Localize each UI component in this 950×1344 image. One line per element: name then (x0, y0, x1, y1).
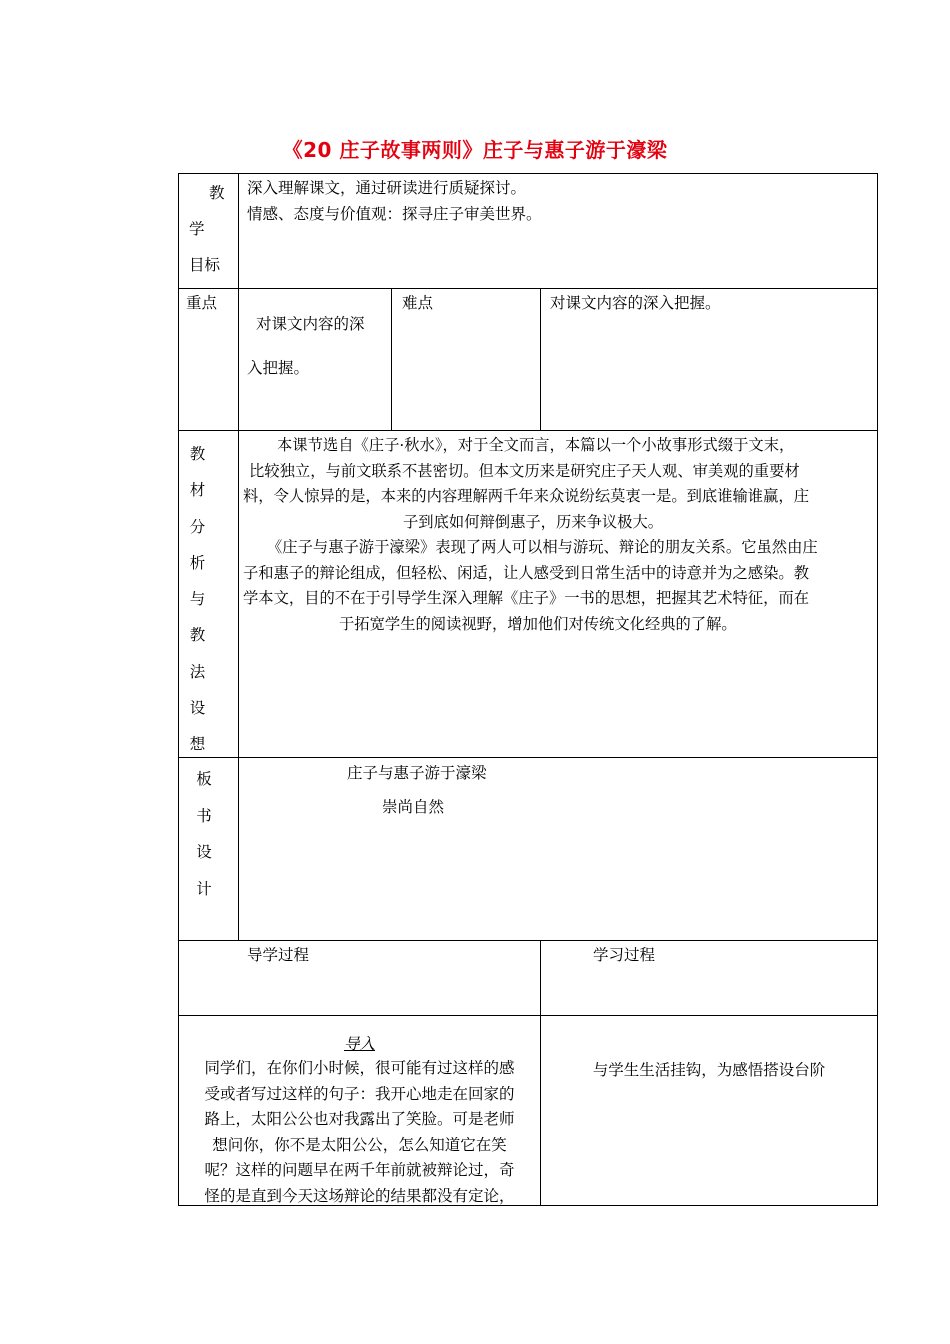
board-label-char: 书 (196, 806, 212, 825)
intro-heading-text: 导入 (343, 1035, 375, 1053)
analysis-line: 于拓宽学生的阅读视野，增加他们对传统文化经典的了解。 (339, 614, 737, 633)
intro-line: 同学们，在你们小时候，很可能有过这样的感 (204, 1059, 515, 1077)
key-point-content (247, 302, 387, 390)
analysis-line: 学本文，目的不在于引导学生深入理解《庄子》一书的思想，把握其艺术特征，而在 (243, 589, 809, 607)
analysis-line: 比较独立，与前文联系不甚密切。但本文历来是研究庄子天人观、审美观的重要材 (249, 461, 800, 480)
key-point-line: 入把握。 (247, 359, 310, 377)
analysis-line: 子和惠子的辩论组成，但轻松、闲适，让人感受到日常生活中的诗意并为之感染。教 (243, 563, 809, 582)
analysis-label-char: 法 (189, 662, 206, 681)
objective-line: 深入理解课文，通过研读进行质疑探讨。 (247, 179, 527, 197)
analysis-label (179, 436, 216, 763)
intro-line: 想问你，你不是太阳公公，怎么知道它在笑 (212, 1135, 507, 1154)
analysis-label-char: 材 (189, 481, 206, 500)
analysis-label-char: 教 (189, 626, 206, 645)
analysis-label-char: 析 (189, 553, 206, 572)
analysis-label-char: 设 (189, 699, 206, 718)
objectives-content (247, 175, 872, 227)
intro-line: 受或者写过这样的句子：我开心地走在回家的 (204, 1084, 515, 1103)
analysis-label-char: 想 (189, 735, 206, 754)
page-title: 《20 庄子故事两则》庄子与惠子游于濠梁 (282, 138, 668, 162)
key-point-line: 对课文内容的深 (256, 315, 365, 333)
intro-content (182, 1056, 537, 1209)
board-label-char: 计 (196, 879, 212, 898)
table-border-top (178, 173, 878, 174)
row-divider (178, 1015, 878, 1016)
row-divider (178, 430, 878, 431)
analysis-label-char: 分 (189, 517, 206, 536)
intro-heading (179, 1032, 540, 1056)
learning-process-header: 学习过程 (593, 946, 656, 964)
analysis-line: 《庄子与惠子游于濠梁》表现了两人可以相与游玩、辩论的朋友关系。它虽然由庄 (267, 538, 818, 556)
objectives-label (179, 175, 238, 283)
intro-line: 路上，太阳公公也对我露出了笑脸。可是老师 (204, 1110, 515, 1128)
analysis-content (243, 433, 873, 637)
row-divider (178, 288, 878, 289)
analysis-line: 子到底如何辩倒惠子，历来争议极大。 (403, 512, 664, 531)
analysis-label-char: 与 (189, 590, 206, 609)
row-divider (178, 757, 878, 758)
board-subtitle: 崇尚自然 (382, 798, 445, 816)
guide-process-header: 导学过程 (247, 946, 310, 964)
table-border-right (877, 173, 878, 1206)
intro-learning-note: 与学生生活挂钩，为感悟搭设台阶 (592, 1061, 826, 1079)
analysis-line: 料，令人惊异的是，本来的内容理解两千年来众说纷纭莫衷一是。到底谁输谁赢，庄 (243, 487, 809, 505)
intro-line: 怪的是直到今天这场辩论的结果都没有定论， (204, 1186, 515, 1205)
row-divider (178, 940, 878, 941)
analysis-line: 本课节选自《庄子·秋水》，对于全文而言，本篇以一个小故事形式缀于文末， (277, 436, 795, 454)
column-divider (391, 288, 392, 430)
objectives-label-char: 教 (209, 184, 225, 202)
difficulty-label: 难点 (402, 294, 434, 312)
board-label-char: 板 (196, 770, 212, 788)
column-divider (540, 288, 541, 430)
objectives-label-char: 目标 (189, 256, 221, 274)
intro-line: 呢？这样的问题早在两千年前就被辩论过，奇 (204, 1161, 515, 1179)
difficulty-content: 对课文内容的深入把握。 (550, 294, 721, 312)
board-label (179, 761, 229, 907)
board-label-char: 设 (196, 843, 212, 861)
label-column-divider (238, 173, 239, 940)
analysis-label-char: 教 (189, 445, 206, 463)
key-point-label: 重点 (186, 294, 218, 312)
objectives-label-char: 学 (189, 220, 205, 238)
objective-line: 情感、态度与价值观：探寻庄子审美世界。 (247, 205, 542, 223)
board-title: 庄子与惠子游于濠梁 (347, 764, 487, 782)
